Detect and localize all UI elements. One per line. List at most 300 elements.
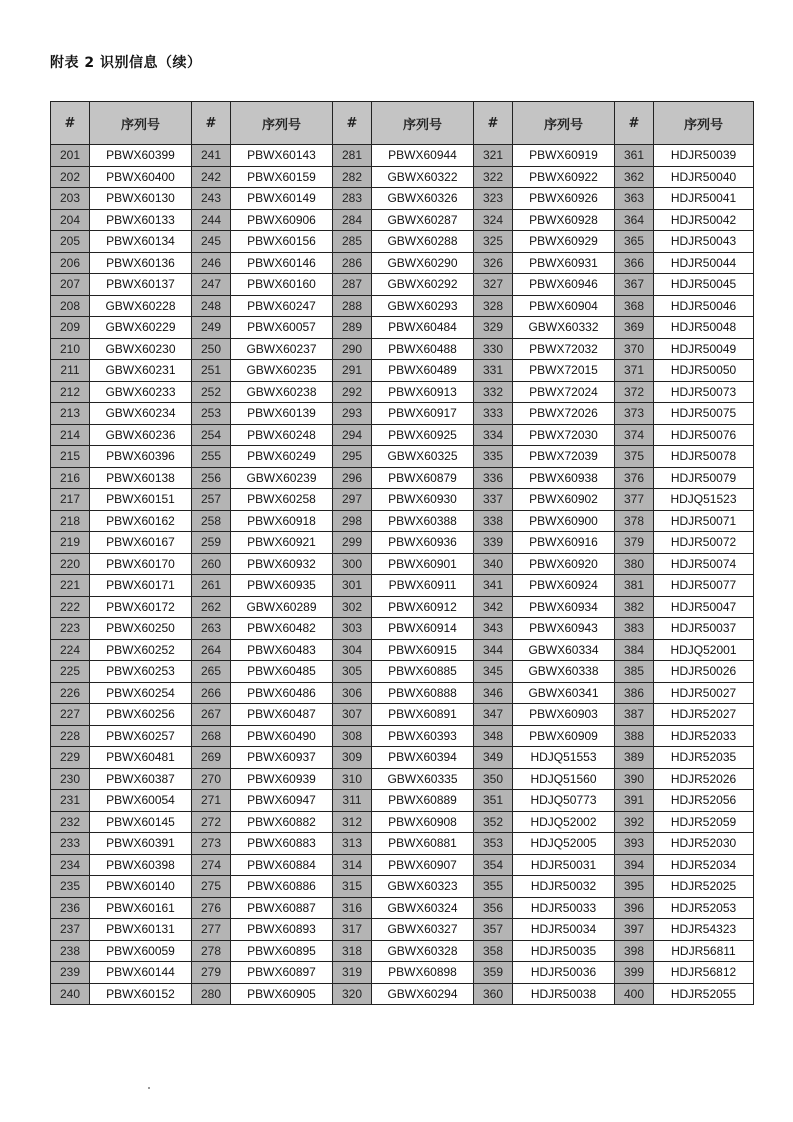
- serial-number: PBWX60139: [231, 403, 333, 425]
- row-number: 375: [615, 446, 654, 468]
- row-number: 238: [51, 940, 90, 962]
- serial-number: PBWX60488: [372, 338, 474, 360]
- table-row: [51, 639, 754, 661]
- serial-number: PBWX60145: [90, 811, 192, 833]
- row-number: 283: [333, 188, 372, 210]
- serial-header: 序列号: [231, 102, 333, 145]
- serial-number: HDJR50027: [654, 682, 754, 704]
- row-number: 265: [192, 661, 231, 683]
- row-number: 221: [51, 575, 90, 597]
- row-number: 378: [615, 510, 654, 532]
- serial-number: HDJR50047: [654, 596, 754, 618]
- num-header: #: [333, 102, 372, 145]
- table-row: [51, 166, 754, 188]
- row-number: 365: [615, 231, 654, 253]
- row-number: 379: [615, 532, 654, 554]
- row-number: 334: [474, 424, 513, 446]
- serial-number: PBWX60167: [90, 532, 192, 554]
- serial-number: HDJR50046: [654, 295, 754, 317]
- serial-number: GBWX60237: [231, 338, 333, 360]
- serial-number: PBWX60931: [513, 252, 615, 274]
- row-number: 258: [192, 510, 231, 532]
- row-number: 337: [474, 489, 513, 511]
- table-body: [51, 145, 754, 1005]
- row-number: 252: [192, 381, 231, 403]
- row-number: 289: [333, 317, 372, 339]
- serial-number: HDJQ51560: [513, 768, 615, 790]
- table-row: [51, 811, 754, 833]
- serial-number: HDJR50038: [513, 983, 615, 1005]
- serial-number: PBWX60057: [231, 317, 333, 339]
- row-number: 210: [51, 338, 90, 360]
- row-number: 294: [333, 424, 372, 446]
- serial-number: GBWX60323: [372, 876, 474, 898]
- serial-number: HDJR50033: [513, 897, 615, 919]
- row-number: 315: [333, 876, 372, 898]
- row-number: 358: [474, 940, 513, 962]
- serial-number: HDJR50031: [513, 854, 615, 876]
- serial-number: HDJR50072: [654, 532, 754, 554]
- row-number: 354: [474, 854, 513, 876]
- serial-number: HDJR50075: [654, 403, 754, 425]
- serial-number: PBWX60253: [90, 661, 192, 683]
- row-number: 348: [474, 725, 513, 747]
- row-number: 274: [192, 854, 231, 876]
- row-number: 385: [615, 661, 654, 683]
- row-number: 352: [474, 811, 513, 833]
- serial-number: PBWX60387: [90, 768, 192, 790]
- row-number: 305: [333, 661, 372, 683]
- num-header: #: [474, 102, 513, 145]
- row-number: 326: [474, 252, 513, 274]
- serial-number: HDJR50040: [654, 166, 754, 188]
- row-number: 319: [333, 962, 372, 984]
- serial-number: PBWX60936: [372, 532, 474, 554]
- serial-number: PBWX60485: [231, 661, 333, 683]
- serial-number: PBWX60393: [372, 725, 474, 747]
- serial-number: GBWX60229: [90, 317, 192, 339]
- serial-number: PBWX60490: [231, 725, 333, 747]
- row-number: 346: [474, 682, 513, 704]
- table-row: [51, 188, 754, 210]
- row-number: 296: [333, 467, 372, 489]
- serial-number: PBWX60256: [90, 704, 192, 726]
- row-number: 374: [615, 424, 654, 446]
- row-number: 300: [333, 553, 372, 575]
- serial-number: HDJR50049: [654, 338, 754, 360]
- row-number: 361: [615, 145, 654, 167]
- serial-number: HDJR52027: [654, 704, 754, 726]
- serial-number: PBWX60921: [231, 532, 333, 554]
- row-number: 211: [51, 360, 90, 382]
- serial-number: PBWX60915: [372, 639, 474, 661]
- row-number: 297: [333, 489, 372, 511]
- serial-number: PBWX60254: [90, 682, 192, 704]
- serial-number: PBWX60151: [90, 489, 192, 511]
- serial-number: HDJR50050: [654, 360, 754, 382]
- row-number: 345: [474, 661, 513, 683]
- serial-number: GBWX60287: [372, 209, 474, 231]
- serial-number: PBWX60908: [372, 811, 474, 833]
- row-number: 373: [615, 403, 654, 425]
- serial-number: PBWX60922: [513, 166, 615, 188]
- row-number: 381: [615, 575, 654, 597]
- row-number: 230: [51, 768, 90, 790]
- serial-number: GBWX60332: [513, 317, 615, 339]
- row-number: 303: [333, 618, 372, 640]
- serial-number: PBWX60162: [90, 510, 192, 532]
- row-number: 323: [474, 188, 513, 210]
- row-number: 244: [192, 209, 231, 231]
- table-row: [51, 747, 754, 769]
- row-number: 299: [333, 532, 372, 554]
- serial-number: PBWX60170: [90, 553, 192, 575]
- serial-number: HDJR50039: [654, 145, 754, 167]
- row-number: 223: [51, 618, 90, 640]
- row-number: 253: [192, 403, 231, 425]
- table-row: [51, 274, 754, 296]
- row-number: 207: [51, 274, 90, 296]
- row-number: 231: [51, 790, 90, 812]
- serial-number: HDJR50036: [513, 962, 615, 984]
- serial-number: PBWX72024: [513, 381, 615, 403]
- serial-number: PBWX60906: [231, 209, 333, 231]
- row-number: 298: [333, 510, 372, 532]
- serial-number: HDJR52034: [654, 854, 754, 876]
- serial-number: PBWX60912: [372, 596, 474, 618]
- serial-number: GBWX60290: [372, 252, 474, 274]
- serial-number: PBWX60897: [231, 962, 333, 984]
- serial-number: GBWX60294: [372, 983, 474, 1005]
- serial-number: GBWX60239: [231, 467, 333, 489]
- row-number: 222: [51, 596, 90, 618]
- serial-number: PBWX60487: [231, 704, 333, 726]
- table-row: [51, 252, 754, 274]
- table-row: [51, 768, 754, 790]
- row-number: 259: [192, 532, 231, 554]
- row-number: 364: [615, 209, 654, 231]
- row-number: 351: [474, 790, 513, 812]
- table-row: [51, 940, 754, 962]
- serial-number: PBWX60946: [513, 274, 615, 296]
- row-number: 256: [192, 467, 231, 489]
- serial-number: HDJR52035: [654, 747, 754, 769]
- row-number: 347: [474, 704, 513, 726]
- table-row: [51, 596, 754, 618]
- serial-number: PBWX60134: [90, 231, 192, 253]
- row-number: 389: [615, 747, 654, 769]
- serial-number: PBWX60161: [90, 897, 192, 919]
- serial-number: HDJR50044: [654, 252, 754, 274]
- table-row: [51, 983, 754, 1005]
- row-number: 287: [333, 274, 372, 296]
- row-number: 295: [333, 446, 372, 468]
- row-number: 394: [615, 854, 654, 876]
- serial-number: PBWX60895: [231, 940, 333, 962]
- row-number: 281: [333, 145, 372, 167]
- serial-number: PBWX60904: [513, 295, 615, 317]
- row-number: 392: [615, 811, 654, 833]
- serial-number: PBWX60136: [90, 252, 192, 274]
- serial-header: 序列号: [654, 102, 754, 145]
- row-number: 229: [51, 747, 90, 769]
- row-number: 397: [615, 919, 654, 941]
- row-number: 320: [333, 983, 372, 1005]
- serial-number: GBWX60231: [90, 360, 192, 382]
- serial-number: GBWX60289: [231, 596, 333, 618]
- serial-number: PBWX60903: [513, 704, 615, 726]
- serial-number: PBWX60919: [513, 145, 615, 167]
- row-number: 242: [192, 166, 231, 188]
- row-number: 233: [51, 833, 90, 855]
- row-number: 262: [192, 596, 231, 618]
- serial-number: PBWX60143: [231, 145, 333, 167]
- row-number: 384: [615, 639, 654, 661]
- serial-number: PBWX60059: [90, 940, 192, 962]
- row-number: 276: [192, 897, 231, 919]
- row-number: 250: [192, 338, 231, 360]
- serial-number: PBWX60400: [90, 166, 192, 188]
- serial-number: PBWX60900: [513, 510, 615, 532]
- serial-number: GBWX60234: [90, 403, 192, 425]
- serial-header: 序列号: [513, 102, 615, 145]
- serial-number: PBWX60928: [513, 209, 615, 231]
- serial-number: PBWX60925: [372, 424, 474, 446]
- table-row: [51, 424, 754, 446]
- serial-number: PBWX60131: [90, 919, 192, 941]
- num-header: #: [51, 102, 90, 145]
- serial-number: PBWX60138: [90, 467, 192, 489]
- row-number: 227: [51, 704, 90, 726]
- serial-number: GBWX60288: [372, 231, 474, 253]
- row-number: 362: [615, 166, 654, 188]
- serial-number: PBWX72032: [513, 338, 615, 360]
- serial-number: HDJQ52005: [513, 833, 615, 855]
- row-number: 386: [615, 682, 654, 704]
- row-number: 312: [333, 811, 372, 833]
- row-number: 309: [333, 747, 372, 769]
- table-row: [51, 575, 754, 597]
- serial-number: HDJR50032: [513, 876, 615, 898]
- row-number: 205: [51, 231, 90, 253]
- row-number: 204: [51, 209, 90, 231]
- serial-number: PBWX60159: [231, 166, 333, 188]
- serial-number: PBWX60935: [231, 575, 333, 597]
- serial-number: PBWX60885: [372, 661, 474, 683]
- table-row: [51, 661, 754, 683]
- row-number: 271: [192, 790, 231, 812]
- row-number: 264: [192, 639, 231, 661]
- row-number: 308: [333, 725, 372, 747]
- serial-number: PBWX60399: [90, 145, 192, 167]
- row-number: 214: [51, 424, 90, 446]
- table-header-row: [51, 102, 754, 145]
- serial-number: HDJR50041: [654, 188, 754, 210]
- row-number: 282: [333, 166, 372, 188]
- row-number: 395: [615, 876, 654, 898]
- row-number: 350: [474, 768, 513, 790]
- table-row: [51, 682, 754, 704]
- row-number: 391: [615, 790, 654, 812]
- table-row: [51, 790, 754, 812]
- serial-number: PBWX60917: [372, 403, 474, 425]
- row-number: 387: [615, 704, 654, 726]
- table-row: [51, 510, 754, 532]
- row-number: 208: [51, 295, 90, 317]
- serial-number: GBWX60326: [372, 188, 474, 210]
- row-number: 291: [333, 360, 372, 382]
- table-row: [51, 553, 754, 575]
- row-number: 293: [333, 403, 372, 425]
- row-number: 288: [333, 295, 372, 317]
- serial-number: PBWX60398: [90, 854, 192, 876]
- table-row: [51, 209, 754, 231]
- row-number: 367: [615, 274, 654, 296]
- serial-number: HDJR50076: [654, 424, 754, 446]
- serial-number: PBWX60907: [372, 854, 474, 876]
- row-number: 201: [51, 145, 90, 167]
- row-number: 268: [192, 725, 231, 747]
- table-row: [51, 338, 754, 360]
- serial-number: GBWX60233: [90, 381, 192, 403]
- row-number: 246: [192, 252, 231, 274]
- serial-number: HDJR50026: [654, 661, 754, 683]
- table-row: [51, 467, 754, 489]
- serial-number: HDJR50077: [654, 575, 754, 597]
- row-number: 235: [51, 876, 90, 898]
- table-row: [51, 317, 754, 339]
- row-number: 245: [192, 231, 231, 253]
- serial-number: PBWX60257: [90, 725, 192, 747]
- row-number: 218: [51, 510, 90, 532]
- table-row: [51, 725, 754, 747]
- table-row: [51, 704, 754, 726]
- serial-number: PBWX60172: [90, 596, 192, 618]
- table-row: [51, 446, 754, 468]
- serial-number: PBWX60481: [90, 747, 192, 769]
- row-number: 316: [333, 897, 372, 919]
- row-number: 247: [192, 274, 231, 296]
- serial-number: GBWX60341: [513, 682, 615, 704]
- row-number: 306: [333, 682, 372, 704]
- row-number: 266: [192, 682, 231, 704]
- row-number: 255: [192, 446, 231, 468]
- serial-number: PBWX60918: [231, 510, 333, 532]
- serial-number: PBWX60924: [513, 575, 615, 597]
- row-number: 390: [615, 768, 654, 790]
- serial-number: PBWX60160: [231, 274, 333, 296]
- serial-number: PBWX60879: [372, 467, 474, 489]
- serial-number: HDJR52055: [654, 983, 754, 1005]
- serial-number: HDJR50078: [654, 446, 754, 468]
- serial-number: GBWX60324: [372, 897, 474, 919]
- serial-number: PBWX60250: [90, 618, 192, 640]
- serial-number: HDJR50042: [654, 209, 754, 231]
- row-number: 236: [51, 897, 90, 919]
- row-number: 331: [474, 360, 513, 382]
- row-number: 382: [615, 596, 654, 618]
- serial-number: GBWX60338: [513, 661, 615, 683]
- serial-number: HDJQ51523: [654, 489, 754, 511]
- row-number: 286: [333, 252, 372, 274]
- serial-number: PBWX60133: [90, 209, 192, 231]
- row-number: 203: [51, 188, 90, 210]
- serial-number: PBWX60888: [372, 682, 474, 704]
- row-number: 269: [192, 747, 231, 769]
- serial-number: HDJR50071: [654, 510, 754, 532]
- row-number: 383: [615, 618, 654, 640]
- scan-speck: [148, 1087, 150, 1089]
- row-number: 313: [333, 833, 372, 855]
- num-header: #: [615, 102, 654, 145]
- serial-number: GBWX60327: [372, 919, 474, 941]
- table-row: [51, 618, 754, 640]
- row-number: 215: [51, 446, 90, 468]
- row-number: 353: [474, 833, 513, 855]
- serial-number: PBWX60893: [231, 919, 333, 941]
- serial-number: PBWX60486: [231, 682, 333, 704]
- row-number: 329: [474, 317, 513, 339]
- serial-number: HDJR50034: [513, 919, 615, 941]
- serial-number: HDJR50035: [513, 940, 615, 962]
- serial-number: PBWX60144: [90, 962, 192, 984]
- row-number: 263: [192, 618, 231, 640]
- row-number: 234: [51, 854, 90, 876]
- row-number: 224: [51, 639, 90, 661]
- row-number: 272: [192, 811, 231, 833]
- row-number: 377: [615, 489, 654, 511]
- row-number: 267: [192, 704, 231, 726]
- num-header: #: [192, 102, 231, 145]
- serial-number: HDJR50048: [654, 317, 754, 339]
- serial-number: PBWX60891: [372, 704, 474, 726]
- serial-number: HDJR52033: [654, 725, 754, 747]
- row-number: 341: [474, 575, 513, 597]
- row-number: 370: [615, 338, 654, 360]
- serial-number: PBWX72015: [513, 360, 615, 382]
- serial-number: GBWX60228: [90, 295, 192, 317]
- row-number: 270: [192, 768, 231, 790]
- serial-number: PBWX60947: [231, 790, 333, 812]
- row-number: 340: [474, 553, 513, 575]
- serial-number: PBWX60939: [231, 768, 333, 790]
- row-number: 343: [474, 618, 513, 640]
- row-number: 369: [615, 317, 654, 339]
- serial-number: PBWX60916: [513, 532, 615, 554]
- serial-number: PBWX60887: [231, 897, 333, 919]
- row-number: 241: [192, 145, 231, 167]
- row-number: 228: [51, 725, 90, 747]
- row-number: 372: [615, 381, 654, 403]
- row-number: 399: [615, 962, 654, 984]
- serial-number: PBWX60913: [372, 381, 474, 403]
- row-number: 360: [474, 983, 513, 1005]
- serial-number: PBWX72026: [513, 403, 615, 425]
- row-number: 327: [474, 274, 513, 296]
- row-number: 357: [474, 919, 513, 941]
- row-number: 302: [333, 596, 372, 618]
- serial-number: HDJR52026: [654, 768, 754, 790]
- row-number: 324: [474, 209, 513, 231]
- row-number: 254: [192, 424, 231, 446]
- serial-number: HDJQ52002: [513, 811, 615, 833]
- table-row: [51, 897, 754, 919]
- serial-number: PBWX60930: [372, 489, 474, 511]
- serial-number: PBWX60889: [372, 790, 474, 812]
- serial-number: GBWX60328: [372, 940, 474, 962]
- row-number: 311: [333, 790, 372, 812]
- row-number: 212: [51, 381, 90, 403]
